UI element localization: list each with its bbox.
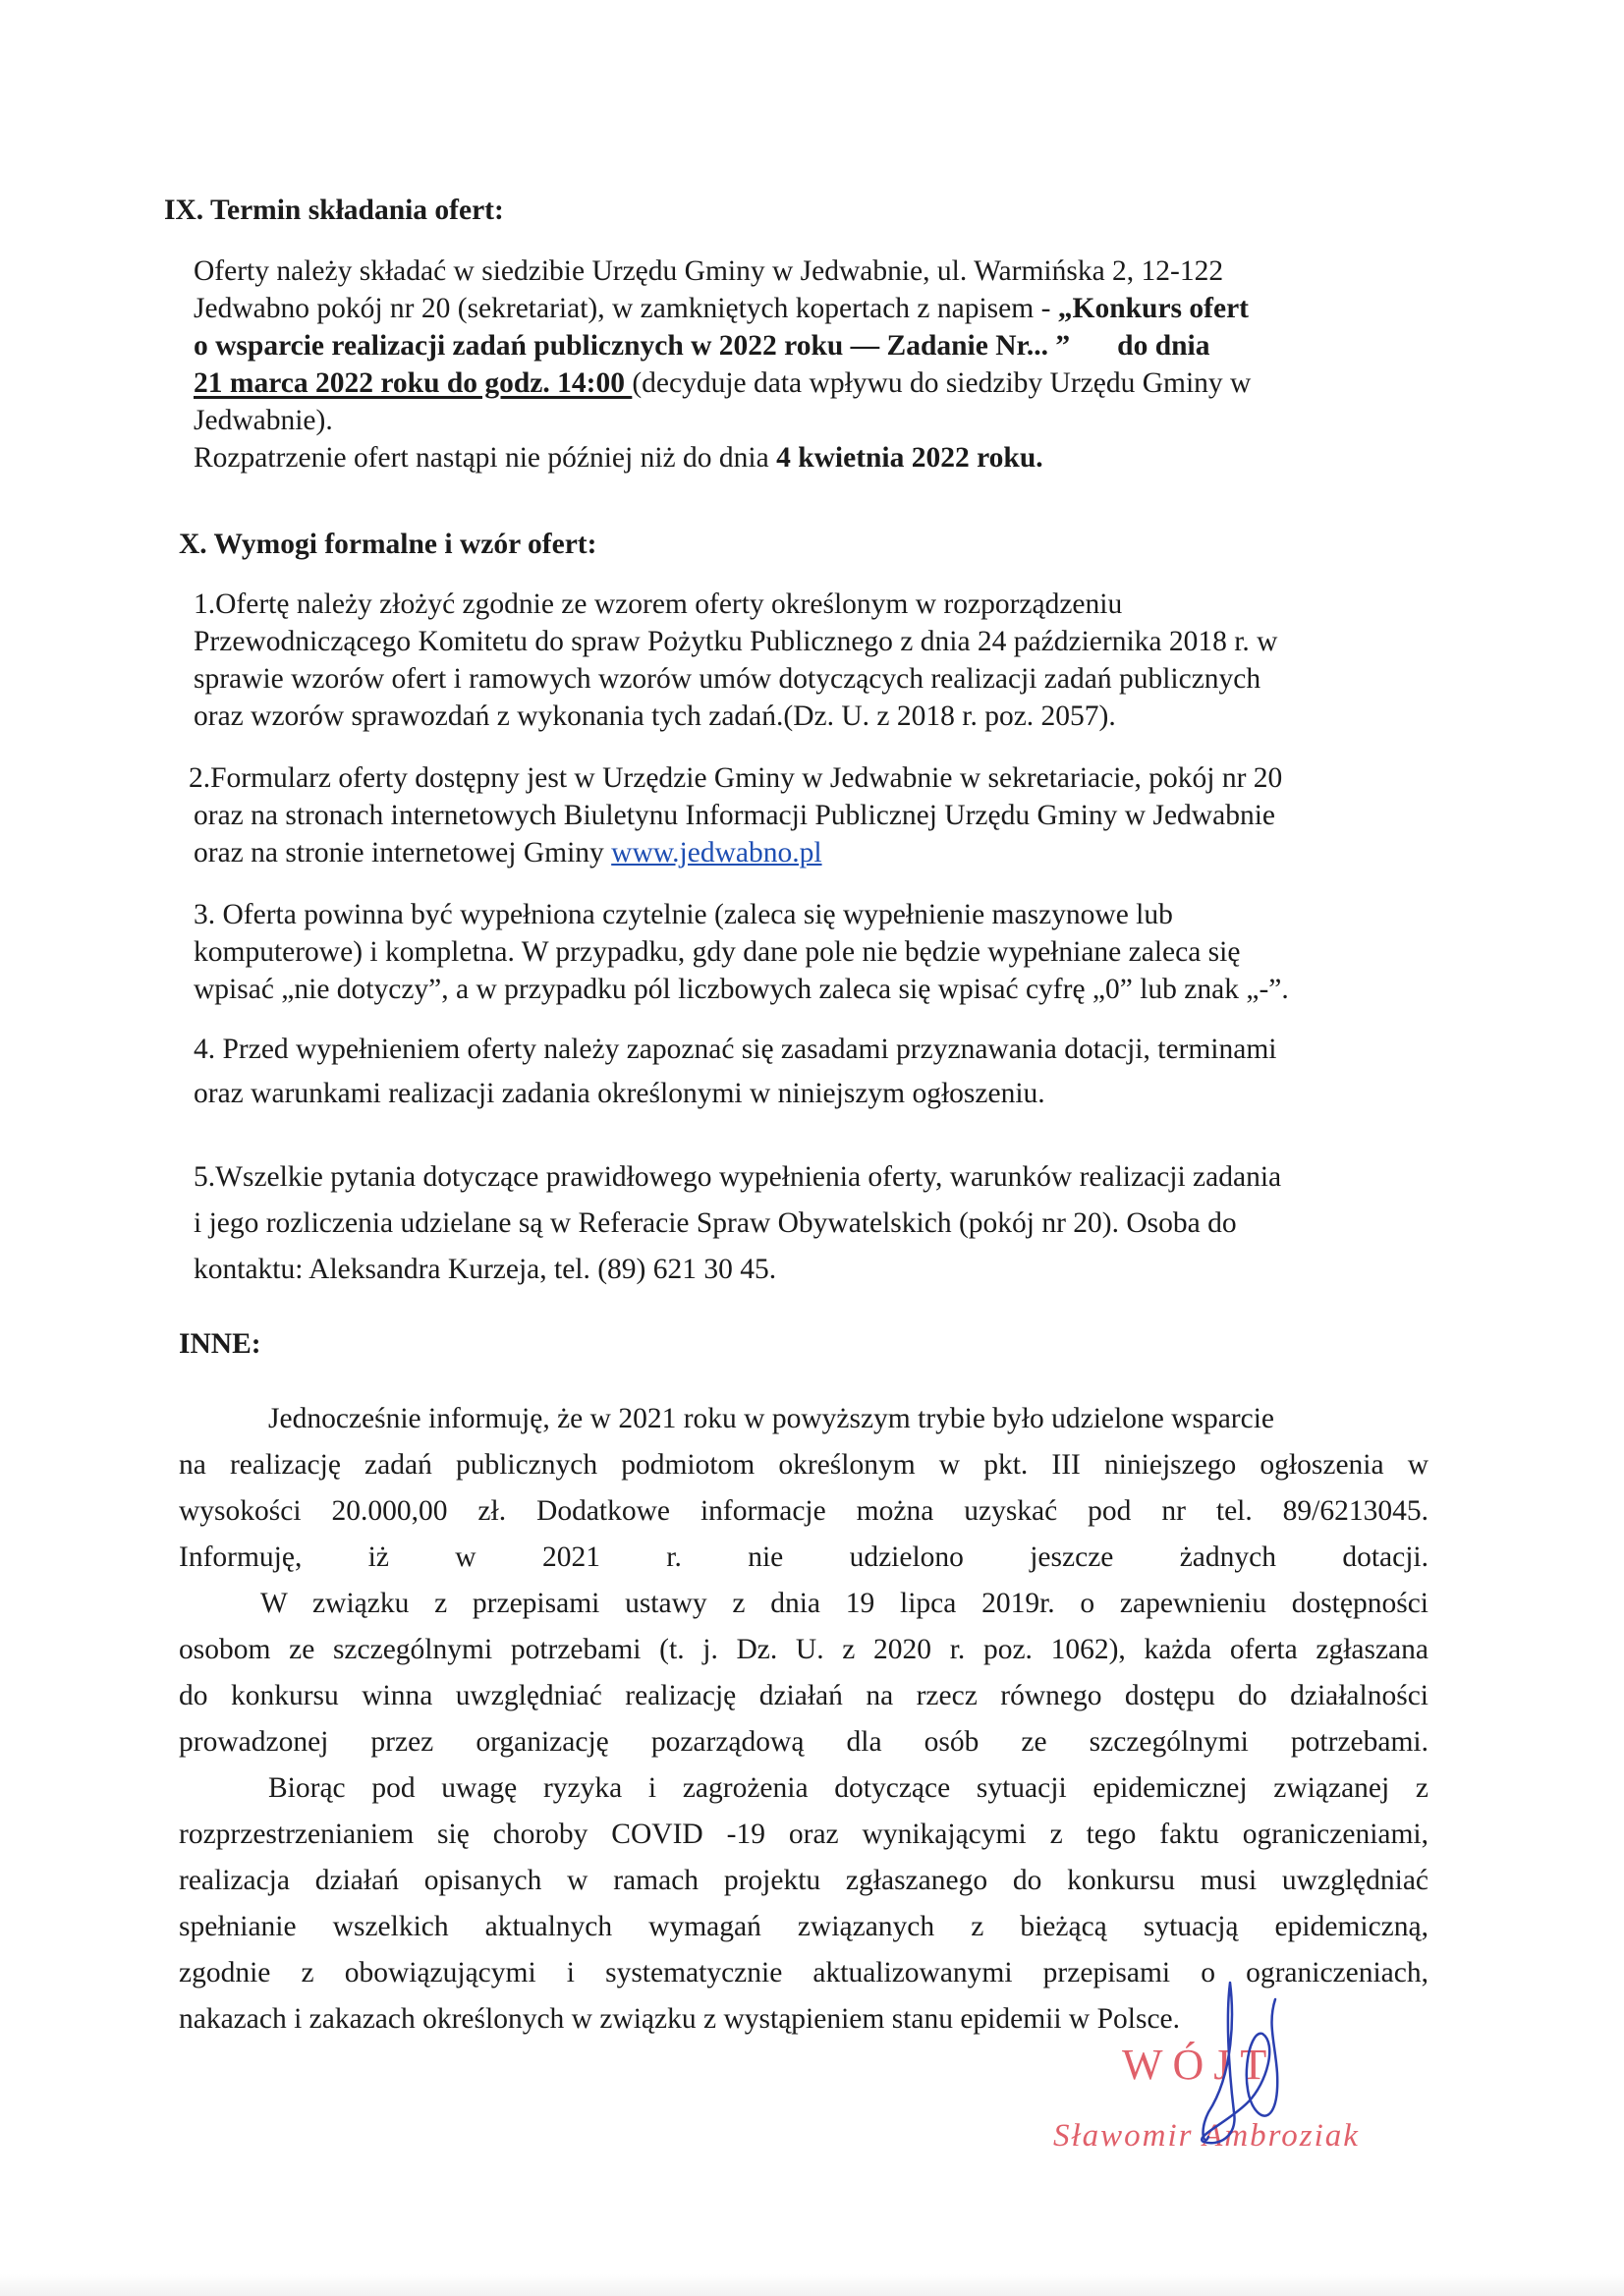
review-date: 4 kwietnia 2022 roku. [776, 442, 1043, 474]
text-span: oraz na stronie internetowej Gminy [194, 837, 612, 868]
section-inne-heading: INNE: [179, 1328, 261, 1360]
contest-title-bold: o wsparcie realizacji zadań publicznych w 2022 roku — Zadanie Nr... ” [194, 330, 1071, 362]
item1-line: sprawie wzorów ofert i ramowych wzorów umów dotyczących realizacji zadań publicznych [194, 663, 1261, 695]
item3-line: wpisać „nie dotyczy”, a w przypadku pól liczbowych zaleca się wpisać cyfrę „0” lub znak „-”. [194, 974, 1289, 1005]
item4-line: 4. Przed wypełnieniem oferty należy zapoznać się zasadami przyznawania dotacji, terminami [194, 1034, 1277, 1065]
section-ix-text-line [194, 328, 1209, 364]
section-ix-text-line [194, 365, 1251, 401]
stamp-title: WÓJT [1122, 2041, 1277, 2089]
inne-line: W związku z przepisami ustawy z dnia 19 lipca 2019r. o zapewnieniu dostępności [260, 1588, 1428, 1619]
website-link[interactable]: www.jedwabno.pl [611, 837, 822, 868]
item5-line: i jego rozliczenia udzielane są w Referacie Spraw Obywatelskich (pokój nr 20). Osoba do [194, 1207, 1237, 1239]
inne-line: prowadzonej przez organizację pozarządową dla osób ze szczególnymi potrzebami. [179, 1726, 1428, 1758]
deadline-label: do dnia [1117, 330, 1210, 362]
inne-line: realizacja działań opisanych w ramach projektu zgłaszanego do konkursu musi uwzględniać [179, 1865, 1428, 1896]
section-ix-heading: IX. Termin składania ofert: [164, 195, 504, 226]
text-span: Rozpatrzenie ofert nastąpi nie później niż do dnia [194, 442, 777, 474]
item4-line: oraz warunkami realizacji zadania określonymi w niniejszym ogłoszeniu. [194, 1078, 1045, 1109]
deadline-date: 21 marca 2022 roku do godz. 14:00 [194, 367, 633, 399]
item1-line: oraz wzorów sprawozdań z wykonania tych zadań.(Dz. U. z 2018 r. poz. 2057). [194, 700, 1116, 732]
inne-line: spełnianie wszelkich aktualnych wymagań związanych z bieżącą sytuacją epidemiczną, [179, 1911, 1428, 1942]
section-ix-text-line [194, 291, 1249, 326]
signature-stroke [1202, 1983, 1277, 2143]
section-x-heading: X. Wymogi formalne i wzór ofert: [179, 529, 597, 560]
inne-line: na realizację zadań publicznych podmiotom określonym w pkt. III niniejszego ogłoszenia w [179, 1449, 1428, 1481]
item1-line: Przewodniczącego Komitetu do spraw Pożytku Publicznego z dnia 24 października 2018 r. w [194, 626, 1278, 657]
handwritten-signature-icon [1169, 1975, 1307, 2171]
item1-line: 1.Ofertę należy złożyć zgodnie ze wzorem oferty określonym w rozporządzeniu [194, 588, 1123, 620]
item2-line: 2.Formularz oferty dostępny jest w Urzędzie Gminy w Jedwabnie w sekretariacie, pokój nr 20 [189, 762, 1283, 794]
review-date-line [194, 440, 1043, 476]
section-ix-text-line: Jedwabnie). [194, 405, 333, 436]
text-span: Jedwabno pokój nr 20 (sekretariat), w zamkniętych kopertach z napisem - [194, 293, 1058, 324]
item5-line: 5.Wszelkie pytania dotyczące prawidłowego wypełnienia oferty, warunków realizacji zadania [194, 1161, 1282, 1193]
item3-line: 3. Oferta powinna być wypełniona czytelnie (zaleca się wypełnienie maszynowe lub [194, 899, 1173, 930]
inne-line: Jednocześnie informuję, że w 2021 roku w powyższym trybie było udzielone wsparcie [268, 1403, 1275, 1434]
inne-line: wysokości 20.000,00 zł. Dodatkowe informacje można uzyskać pod nr tel. 89/6213045. [179, 1495, 1428, 1527]
scan-edge-shade [0, 2274, 1624, 2296]
item5-line: kontaktu: Aleksandra Kurzeja, tel. (89) 621 30 45. [194, 1254, 777, 1285]
inne-line: do konkursu winna uwzględniać realizację działań na rzecz równego dostępu do działalności [179, 1680, 1428, 1711]
item2-line [194, 835, 822, 870]
section-ix-text-line: Oferty należy składać w siedzibie Urzędu Gminy w Jedwabnie, ul. Warmińska 2, 12-122 [194, 255, 1224, 287]
inne-line: nakazach i zakazach określonych w związku z wystąpieniem stanu epidemii w Polsce. [179, 2003, 1181, 2035]
item2-line: oraz na stronach internetowych Biuletynu Informacji Publicznej Urzędu Gminy w Jedwabnie [194, 800, 1275, 831]
inne-line: Informuję, iż w 2021 r. nie udzielono jeszcze żadnych dotacji. [179, 1541, 1428, 1573]
inne-line: zgodnie z obowiązującymi i systematycznie aktualizowanymi przepisami o ograniczeniach, [179, 1957, 1428, 1988]
stamp-name: Sławomir Ambroziak [1053, 2118, 1360, 2154]
item3-line: komputerowe) i kompletna. W przypadku, gdy dane pole nie będzie wypełniane zaleca się [194, 936, 1241, 968]
inne-line: Biorąc pod uwagę ryzyka i zagrożenia dotyczące sytuacji epidemicznej związanej z [268, 1772, 1428, 1804]
contest-title-bold: „Konkurs ofert [1057, 293, 1249, 324]
inne-line: rozprzestrzenianiem się choroby COVID -19 oraz wynikającymi z tego faktu ograniczeniami, [179, 1819, 1428, 1850]
inne-line: osobom ze szczególnymi potrzebami (t. j. Dz. U. z 2020 r. poz. 1062), każda oferta zgłaszana [179, 1634, 1428, 1665]
text-span: (decyduje data wpływu do siedziby Urzędu Gminy w [632, 367, 1252, 399]
